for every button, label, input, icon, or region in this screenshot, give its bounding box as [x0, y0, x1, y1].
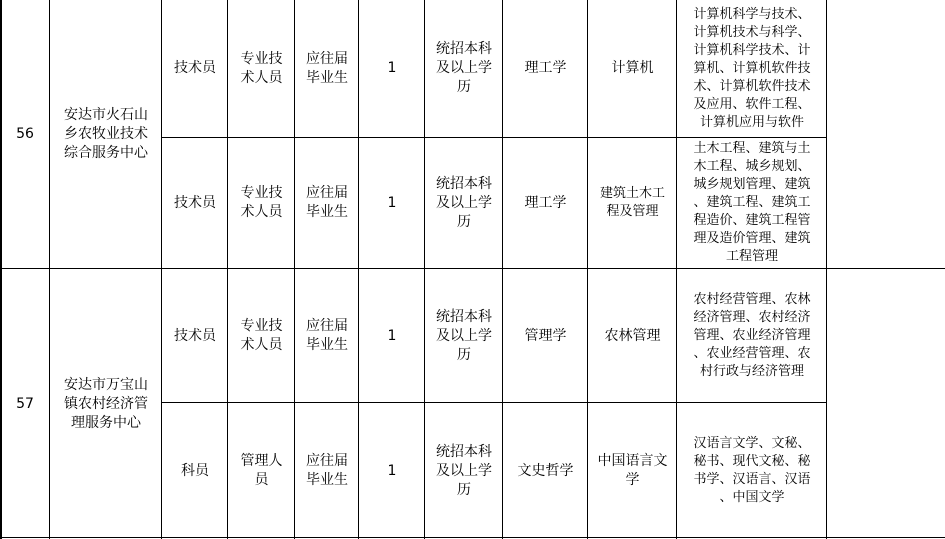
- count-56-1: 1: [387, 60, 397, 76]
- position-56-1: 技术员: [174, 60, 216, 76]
- count-56-2: 1: [387, 194, 397, 211]
- major-57-2: 中国语言文 学: [597, 453, 668, 488]
- grid-line: [227, 0, 228, 539]
- target-57-2: 应往届 毕业生: [306, 453, 348, 488]
- category-56-2: 专业技 术人员: [240, 185, 283, 220]
- organization-56: 安达市火石山 乡农牧业技术 综合服务中心: [64, 107, 148, 161]
- grid-line: [826, 0, 827, 539]
- discipline-57-1: 管理学: [524, 327, 567, 344]
- detail-57-2: 汉语言文学、文秘、 秘书、现代文秘、秘 书学、汉语言、汉语 、中国文学: [693, 436, 811, 505]
- grid-line: [587, 0, 588, 539]
- count-57-2: 1: [387, 462, 397, 479]
- grid-line: [502, 0, 503, 539]
- remark-56-2: [827, 137, 945, 269]
- grid-line: [0, 537, 945, 538]
- position-56-2: 技术员: [174, 194, 216, 211]
- count-57-1: 1: [387, 327, 397, 344]
- target-56-1: 应往届 毕业生: [306, 50, 348, 86]
- position-57-1: 技术员: [174, 327, 216, 344]
- grid-line: [49, 0, 50, 539]
- grid-line: [294, 0, 295, 539]
- category-57-1: 专业技 术人员: [240, 318, 283, 353]
- grid-line: [358, 0, 359, 539]
- major-56-1: 计算机: [611, 60, 654, 76]
- discipline-57-2: 文史哲学: [517, 462, 574, 479]
- grid-line: [424, 0, 425, 539]
- major-57-1: 农林管理: [604, 327, 661, 344]
- detail-56-2: 土木工程、建筑与土 木工程、城乡规划、 城乡规划管理、建筑 、建筑工程、建筑工 程造价、建筑工程管 理及造价管理、建筑 工程管理: [693, 141, 811, 264]
- grid-line: [161, 0, 162, 539]
- target-57-1: 应往届 毕业生: [306, 318, 348, 353]
- category-56-1: 专业技 术人员: [240, 50, 283, 86]
- remark-56-1: [827, 0, 945, 137]
- group-number-57: 57: [16, 395, 34, 412]
- remark-57-2: [827, 403, 945, 539]
- education-56-1: 统招本科 及以上学 历: [436, 41, 492, 95]
- education-56-2: 统招本科 及以上学 历: [436, 175, 492, 230]
- grid-line: [161, 137, 827, 138]
- education-57-2: 统招本科 及以上学 历: [436, 443, 492, 498]
- position-57-2: 科员: [181, 462, 209, 479]
- target-56-2: 应往届 毕业生: [306, 185, 348, 220]
- detail-56-1: 计算机科学与技术、 计算机技术与科学、 计算机科学技术、计 算机、计算机软件技 术、计算机软件技术 及应用、软件工程、 计算机应用与软件: [693, 6, 811, 130]
- education-57-1: 统招本科 及以上学 历: [436, 308, 492, 363]
- grid-line: [0, 0, 2, 539]
- grid-line: [161, 402, 827, 403]
- group-number-56: 56: [16, 126, 34, 142]
- grid-line: [0, 268, 945, 269]
- major-56-2: 建筑土木工 程及管理: [599, 186, 665, 219]
- discipline-56-2: 理工学: [524, 194, 567, 211]
- discipline-56-1: 理工学: [524, 60, 567, 76]
- remark-57-1: [827, 269, 945, 403]
- grid-line: [676, 0, 677, 539]
- category-57-2: 管理人 员: [240, 453, 283, 488]
- organization-57: 安达市万宝山 镇农村经济管 理服务中心: [64, 376, 148, 431]
- detail-57-1: 农村经营管理、农林 经济管理、农村经济 管理、农业经济管理 、农业经营管理、农 村行政与经济管理: [693, 292, 811, 379]
